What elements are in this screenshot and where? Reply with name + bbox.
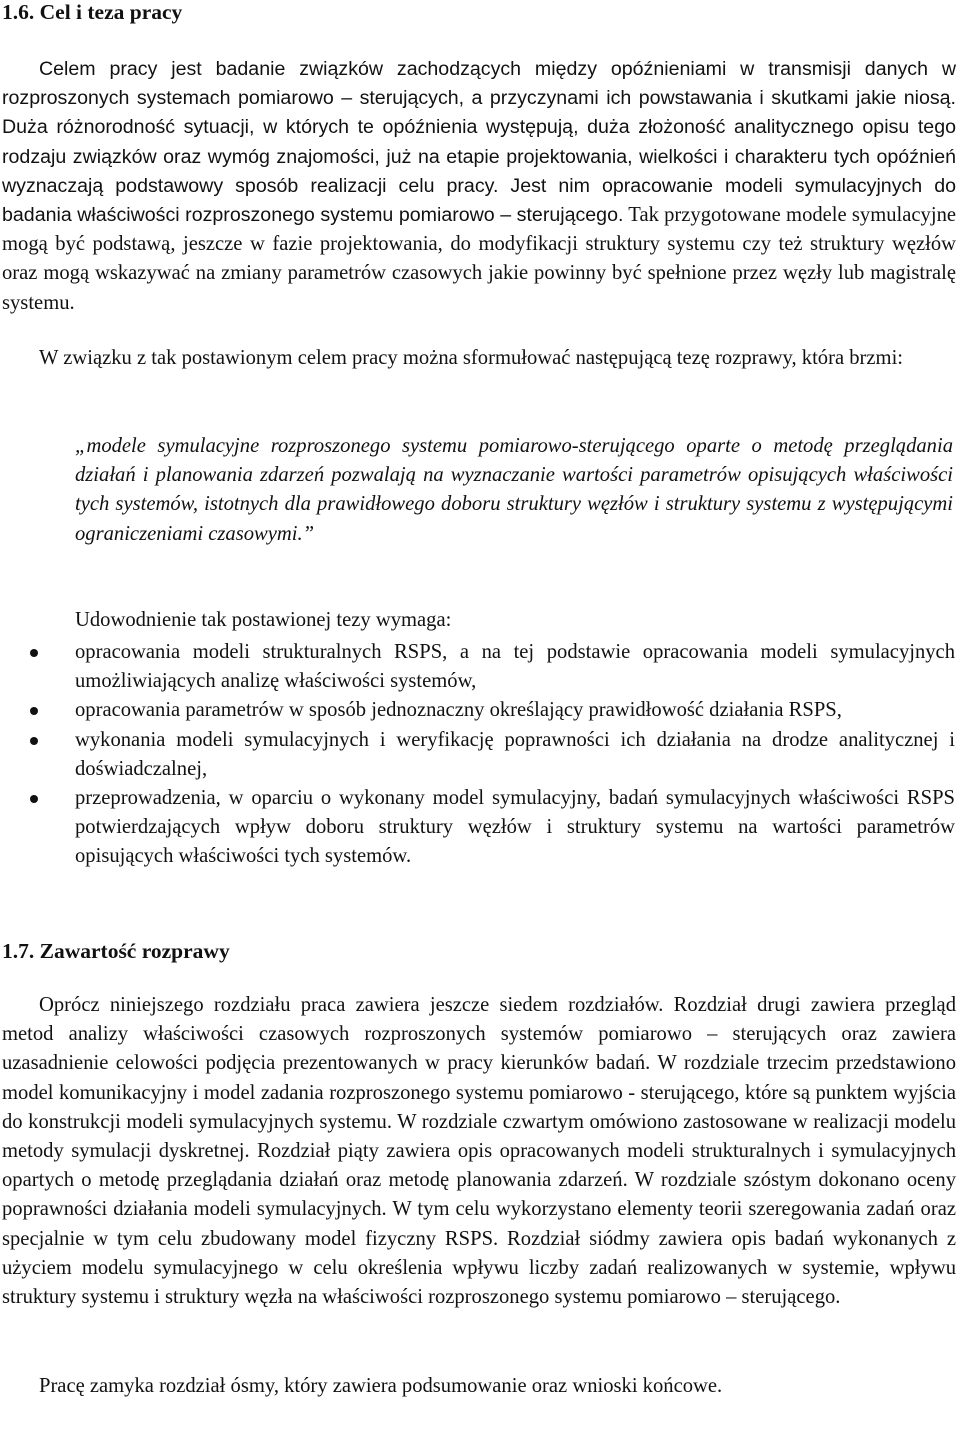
contents-paragraph: Oprócz niniejszego rozdziału praca zawiera jeszcze siedem rozdziałów. Rozdział drugi zawiera przegląd metod analizy właściwości czasowych rozproszonych systemów pomiarowo – sterujących oraz zawiera uzasadnienie celowości podjęcia prezentowanych w pracy kierunków badań. W rozdziale trzecim przedstawiono model komunikacyjny i model zadania rozproszonego systemu pomiarowo - sterującego, które są punktem wyjścia do konstrukcji modeli symulacyjnych systemu. W rozdziale czwartym omówiono zastosowane w realizacji modelu metody symulacji dyskretnej. Rozdział piąty zawiera opis opracowanych modeli strukturalnych i symulacyjnych opartych o metodę przeglądania działań oraz metodę planowania zdarzeń. W rozdziale szóstym dokonano oceny poprawności działania modeli symulacyjnych. W tym celu wykorzystano elementy teorii szeregowania zadań oraz specjalnie w tym celu zbudowany model fizyczny RSPS. Rozdział siódmy zawiera opis badań wykonanych z użyciem modelu symulacyjnego w celu określenia wpływu liczby zadań realizowanych w systemie, wpływu struktury systemu i struktury węzła na właściwości rozproszonego systemu pomiarowo – sterującego. (2, 994, 956, 1309)
list-item-text: wykonania modeli symulacyjnych i weryfikację poprawności ich działania na drodze analitycznej i doświadczalnej, (75, 728, 955, 780)
thesis-statement: „modele symulacyjne rozproszonego systemu pomiarowo-sterującego oparte o metodę przeglądania działań i planowania zdarzeń pozwalają na wyznaczanie wartości parametrów opisujących właściwości tych systemów, istotnych dla prawidłowego doboru struktury węzłów i struktury systemu z występującymi ograniczeniami czasowymi.” (75, 435, 953, 545)
list-item-text: przeprowadzenia, w oparciu o wykonany model symulacyjny, badań symulacyjnych właściwości RSPS potwierdzających wpływ doboru struktury węzłów i struktury systemu na wartości parametrów opisujących właściwości tych systemów. (75, 787, 955, 868)
proof-requirements-intro: Udowodnienie tak postawionej tezy wymaga: (75, 609, 452, 631)
closing-paragraph: Pracę zamyka rozdział ósmy, który zawiera podsumowanie oraz wnioski końcowe. (39, 1375, 723, 1397)
section-heading-goal-thesis: 1.6. Cel i teza pracy (2, 0, 183, 24)
bullet-icon (30, 795, 38, 803)
bullet-icon (30, 707, 38, 715)
list-item-text: opracowania modeli strukturalnych RSPS, a na tej podstawie opracowania modeli symulacyjnych umożliwiających analizę właściwości systemów, (75, 641, 955, 693)
bullet-icon (30, 649, 38, 657)
goal-paragraph-serif-part: Tak przygotowane modele symulacyjne mogą być podstawą, jeszcze w fazie projektowania, do modyfikacji struktury systemu czy też struktury węzłów oraz mogą wskazywać na zmiany parametrów czasowych jakie powinny być spełnione przez węzły lub magistralę systemu. (2, 204, 957, 314)
list-item (0, 638, 955, 696)
list-item (0, 696, 955, 725)
bullet-icon (30, 737, 38, 745)
proof-requirements-list (0, 638, 960, 872)
goal-paragraph (2, 55, 956, 318)
goal-paragraph-sans-part: Celem pracy jest badanie związków zachodzących między opóźnieniami w transmisji danych w rozproszonych systemach pomiarowo – sterujących, a przyczynami ich powstawania i skutkami jakie niosą. Duża różnorodność sytuacji, w których te opóźnienia występują, duża złożoność analitycznego opisu tego rodzaju związków oraz wymóg znajomości, już na etapie projektowania, wielkości i charakteru tych opóźnień wyznaczają podstawowy sposób realizacji celu pracy. Jest nim opracowanie modeli symulacyjnych do badania właściwości rozproszonego systemu pomiarowo – sterującego. (2, 58, 956, 227)
list-item-text: opracowania parametrów w sposób jednoznaczny określający prawidłowość działania RSPS, (75, 699, 842, 722)
thesis-intro-paragraph: W związku z tak postawionym celem pracy można sformułować następującą tezę rozprawy, która brzmi: (39, 347, 904, 369)
list-item (0, 726, 955, 784)
section-heading-contents: 1.7. Zawartość rozprawy (2, 939, 230, 963)
list-item (0, 784, 955, 872)
